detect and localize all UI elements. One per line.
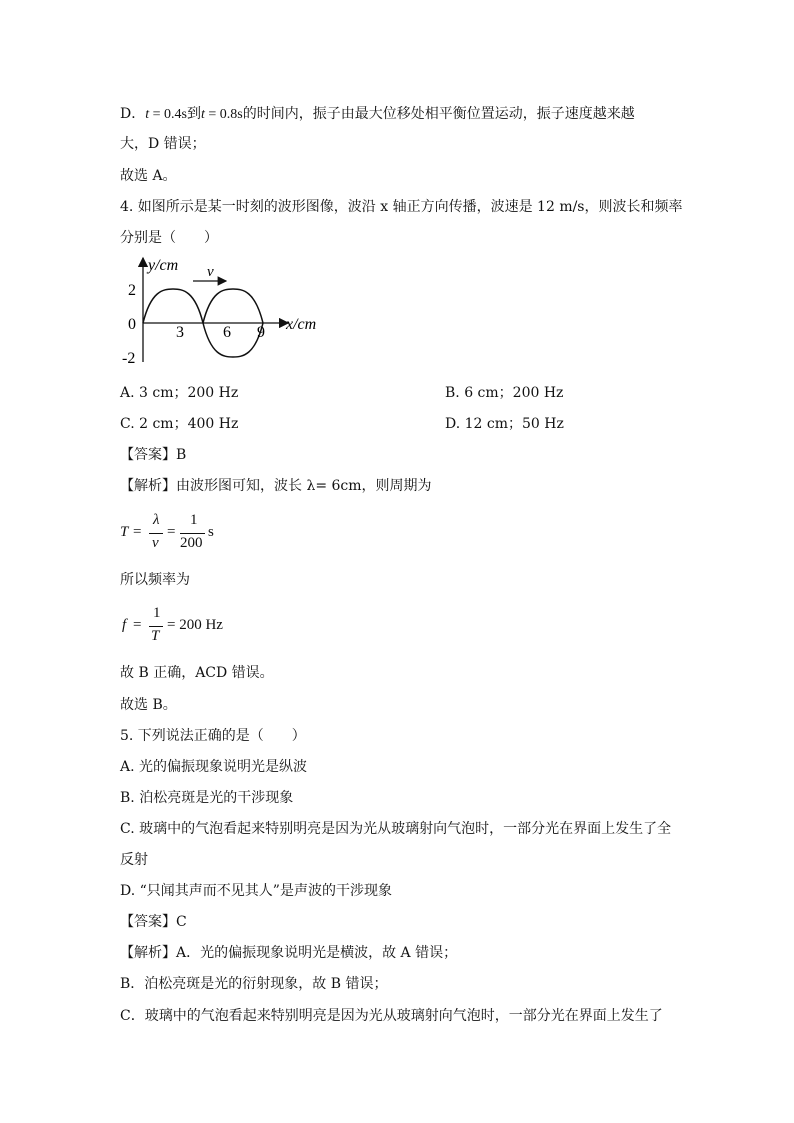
wave-curve-second	[203, 289, 263, 323]
x-tick-9: 9	[257, 324, 265, 341]
q5-analysis-a: 【解析】A．光的偏振现象说明光是横波，故 A 错误；	[120, 945, 458, 961]
q5-option-d: D. “只闻其声而不见其人”是声波的干涉现象	[120, 883, 392, 899]
q5-option-c-line-2: 反射	[120, 852, 148, 868]
q4-analysis-line-1: 【解析】由波形图可知，波长 λ= 6cm，则周期为	[120, 478, 432, 494]
q4-option-a: A. 3 cm；200 Hz	[120, 385, 239, 401]
q4-frequency-formula: f = 1 T = 200 Hz	[122, 605, 223, 644]
q3-option-d-explanation-line-2: 大，D 错误；	[120, 136, 206, 152]
fraction-bar	[149, 626, 163, 627]
q4-option-d: D. 12 cm；50 Hz	[445, 416, 564, 432]
fraction-bar	[149, 533, 163, 534]
q4-stem-line-2: 分别是（ ）	[120, 230, 218, 246]
y-tick-neg-2: -2	[122, 350, 136, 367]
y-axis-label: y/cm	[148, 257, 179, 274]
fraction-bar	[180, 533, 205, 534]
q5-analysis-c: C．玻璃中的气泡看起来特别明亮是因为光从玻璃射向气泡时，一部分光在界面上发生了	[120, 1008, 663, 1024]
q4-select-line: 故选 B。	[120, 697, 177, 713]
q5-analysis-b: B．泊松亮斑是光的衍射现象，故 B 错误；	[120, 976, 388, 992]
q4-answer: 【答案】B	[120, 447, 187, 463]
q5-option-c-line-1: C. 玻璃中的气泡看起来特别明亮是因为光从玻璃射向气泡时，一部分光在界面上发生了全	[120, 821, 672, 837]
q4-conclusion: 故 B 正确，ACD 错误。	[120, 665, 274, 681]
q4-period-formula: T = λ v = 1 200 s	[120, 512, 214, 551]
q5-stem: 5. 下列说法正确的是（ ）	[120, 728, 306, 744]
q5-answer: 【答案】C	[120, 914, 187, 930]
x-axis-label: x/cm	[286, 316, 317, 333]
y-tick-2: 2	[128, 282, 136, 299]
q4-option-b: B. 6 cm；200 Hz	[445, 385, 564, 401]
x-tick-6: 6	[223, 324, 231, 341]
q3-option-d-explanation-line-1: D．t = 0.4s到t = 0.8s的时间内，振子由最大位移处相平衡位置运动，振子速度越来越	[120, 106, 635, 122]
y-tick-0: 0	[128, 316, 136, 333]
q3-select-line: 故选 A。	[120, 168, 177, 184]
q5-option-b: B. 泊松亮斑是光的干涉现象	[120, 790, 294, 806]
q4-wave-figure	[118, 252, 328, 372]
x-tick-3: 3	[176, 324, 184, 341]
q4-frequency-intro: 所以频率为	[120, 572, 190, 588]
q5-option-a: A. 光的偏振现象说明光是纵波	[120, 759, 308, 775]
q4-stem-line-1: 4. 如图所示是某一时刻的波形图像，波沿 x 轴正方向传播，波速是 12 m/s，则波长和频率	[120, 199, 683, 215]
velocity-label: v	[207, 264, 214, 280]
q4-option-c: C. 2 cm；400 Hz	[120, 416, 239, 432]
